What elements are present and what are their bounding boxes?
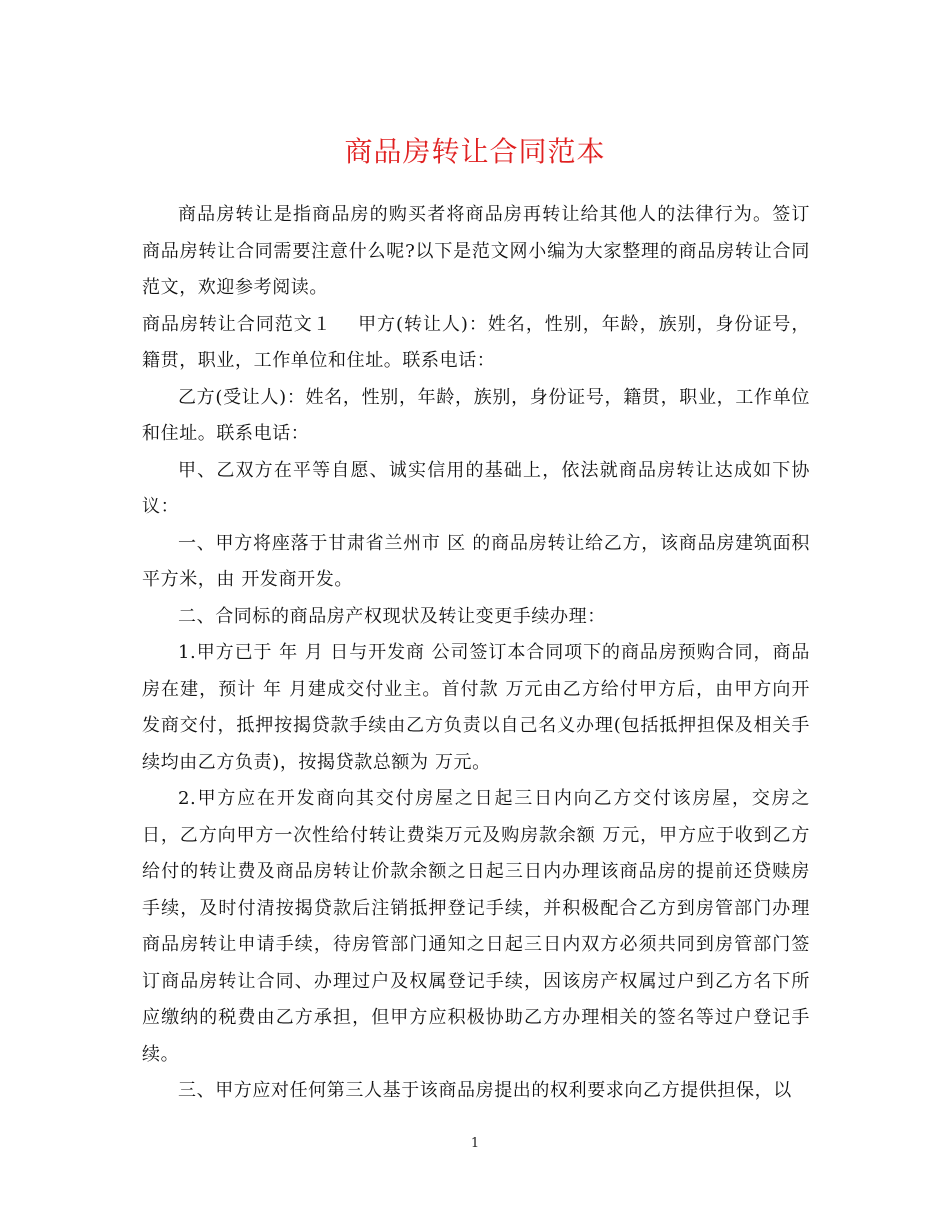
clause-2-paragraph: 二、合同标的商品房产权现状及转让变更手续办理： [178, 605, 606, 627]
party-b-paragraph: 乙方(受让人)：姓名，性别，年龄，族别，身份证号，籍贯，职业，工作单位和住址。联系电话： [142, 386, 810, 444]
document-body [142, 197, 810, 1110]
intro-paragraph: 商品房转让是指商品房的购买者将商品房再转让给其他人的法律行为。签订商品房转让合同需要注意什么呢?以下是范文网小编为大家整理的商品房转让合同范文，欢迎参考阅读。 [142, 204, 810, 298]
document-title: 商品房转让合同范本 [344, 135, 606, 168]
agreement-paragraph: 甲、乙双方在平等自愿、诚实信用的基础上，依法就商品房转让达成如下协议： [142, 459, 810, 517]
page-number: 1 [470, 1136, 480, 1151]
party-a-paragraph [142, 307, 810, 380]
clause-1-paragraph: 一、甲方将座落于甘肃省兰州市 区 的商品房转让给乙方，该商品房建筑面积 平方米，由 开发商开发。 [142, 532, 810, 590]
clause-2-1-paragraph: 1.甲方已于 年 月 日与开发商 公司签订本合同项下的商品房预购合同，商品房在建，预计 年 月建成交付业主。首付款 万元由乙方给付甲方后，由甲方向开发商交付，抵押按揭贷款手续由乙方负责以自己名义办理(包括抵押担保及相关手续均由乙方负责)，按揭贷款总额为 万元。 [142, 642, 810, 773]
clause-2-2-paragraph: 2.甲方应在开发商向其交付房屋之日起三日内向乙方交付该房屋，交房之日，乙方向甲方一次性给付转让费柒万元及购房款余额 万元，甲方应于收到乙方给付的转让费及商品房转让价款余额之日起三日内办理该商品房的提前还贷赎房手续，及时付清按揭贷款后注销抵押登记手续，并积极配合乙方到房管部门办理商品房转让申请手续，待房管部门通知之日起三日内双方必须共同到房管部门签订商品房转让合同、办理过户及权属登记手续，因该房产权属过户到乙方名下所应缴纳的税费由乙方承担，但甲方应积极协助乙方办理相关的签名等过户登记手续。 [142, 788, 810, 1065]
clause-3-paragraph: 三、甲方应对任何第三人基于该商品房提出的权利要求向乙方提供担保，以 [178, 1080, 792, 1101]
party-a-text: 甲方(转让人)：姓名，性别，年龄，族别，身份证号，籍贯，职业，工作单位和住址。联系电话： [142, 313, 810, 371]
sample-heading: 商品房转让合同范文１ [142, 313, 332, 335]
